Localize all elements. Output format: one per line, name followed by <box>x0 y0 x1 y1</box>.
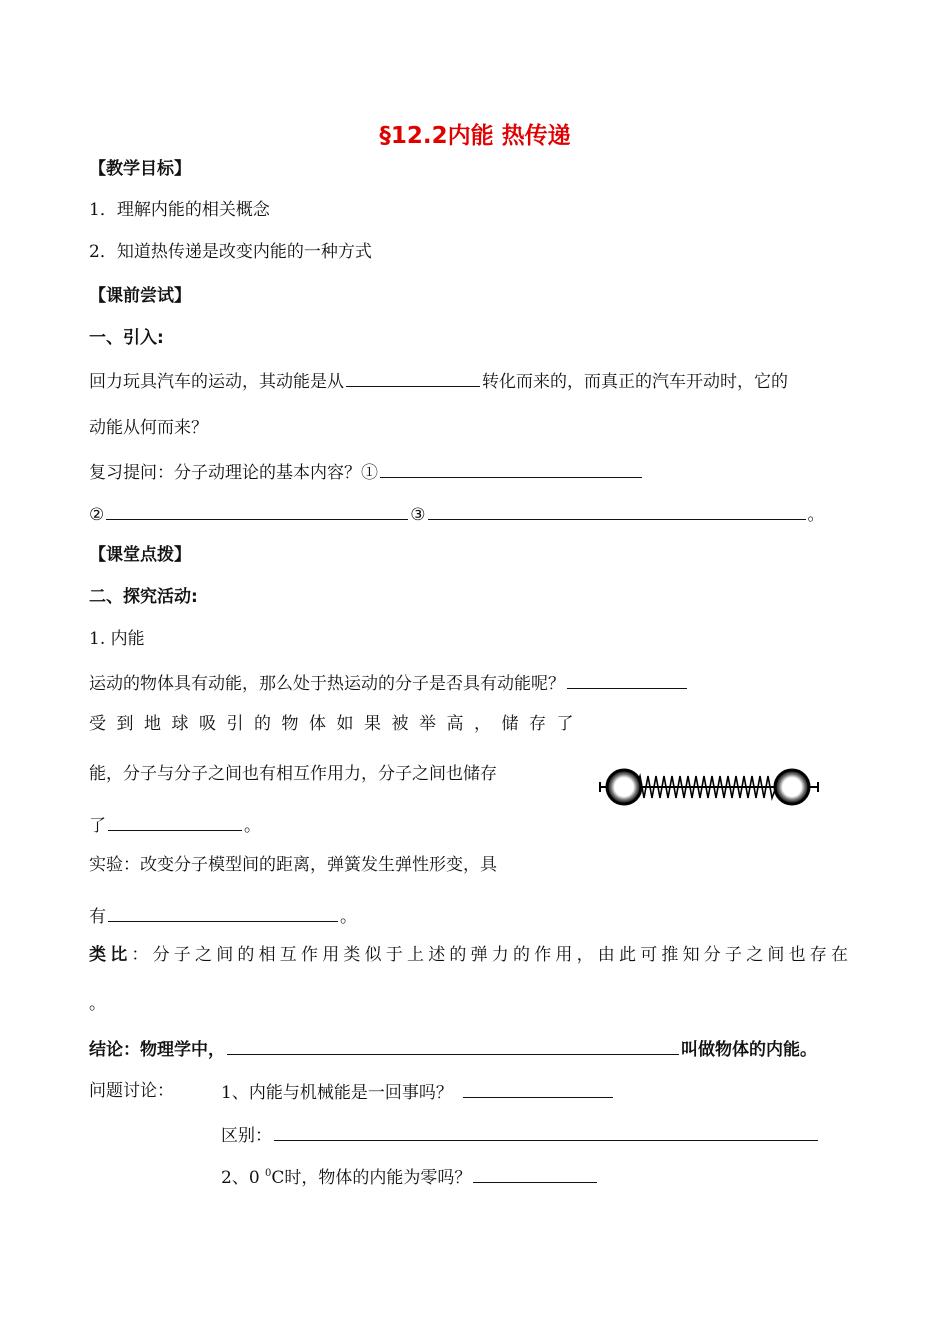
intro-question-line2: 动能从何而来？ <box>89 418 208 438</box>
molecule-ball-right <box>775 770 809 804</box>
page-title: §12.2内能 热传递 <box>379 123 571 149</box>
answer-blank-theory-1[interactable] <box>380 459 642 478</box>
analogy-text: ：分子之间的相互作用类似于上述的弹力的作用，由此可推知分子之间也存在 <box>131 945 853 965</box>
kinetic-question <box>89 670 689 696</box>
q2-degree-sup: 0 <box>265 1168 272 1179</box>
discussion-label: 问题讨论： <box>89 1081 174 1101</box>
section-pre-class: 【课前尝试】 <box>89 286 191 306</box>
answer-blank-energy-source[interactable] <box>346 368 480 387</box>
mark-circled-2: ② <box>89 505 105 525</box>
section-objectives: 【教学目标】 <box>89 159 191 179</box>
review-question <box>89 459 644 485</box>
molecule-spring-model-figure <box>598 764 820 810</box>
potential-line-3 <box>89 812 261 838</box>
analogy-end: 。 <box>89 994 106 1014</box>
discussion-q1-text: 1、内能与机械能是一回事吗？ <box>221 1083 453 1103</box>
potential-line-2: 能，分子与分子之间也有相互作用力，分子之间也储存 <box>89 764 497 784</box>
explore-heading: 二、探究活动: <box>89 587 198 607</box>
answer-blank-conclusion[interactable] <box>227 1036 679 1055</box>
molecule-ball-left <box>607 770 641 804</box>
q2-suffix: C时，物体的内能为零吗？ <box>271 1168 472 1188</box>
experiment-line-1: 实验：改变分子模型间的距离，弹簧发生弹性形变，具 <box>89 855 497 875</box>
review-prefix: 复习提问：分子动理论的基本内容？① <box>89 463 378 483</box>
answer-blank-difference[interactable] <box>274 1122 818 1141</box>
intro-heading: 一、引入: <box>89 328 164 348</box>
subheading-internal-energy: 1. 内能 <box>89 629 145 649</box>
conclusion-prefix: 结论：物理学中， <box>89 1040 225 1060</box>
q2-prefix: 2、0 <box>221 1168 260 1188</box>
answer-blank-same-thing[interactable] <box>463 1079 613 1098</box>
answer-blank-theory-2[interactable] <box>106 501 408 520</box>
conclusion-suffix: 叫做物体的内能。 <box>681 1040 817 1060</box>
difference-label: 区别： <box>221 1126 272 1146</box>
section-in-class: 【课堂点拨】 <box>89 545 191 565</box>
potential-line-3-suffix: 。 <box>244 816 261 836</box>
end-period: 。 <box>807 505 825 525</box>
answer-blank-theory-3[interactable] <box>428 501 806 520</box>
intro-q1-text-a: 回力玩具汽车的运动，其动能是从 <box>89 372 344 392</box>
answer-blank-potential[interactable] <box>108 812 242 831</box>
experiment-line-2 <box>89 903 357 929</box>
potential-line-1: 受到地球吸引的物体如果被举高，储存了 <box>89 714 584 734</box>
potential-line-3-prefix: 了 <box>89 816 106 836</box>
objective-2: 2．知道热传递是改变内能的一种方式 <box>89 242 372 262</box>
experiment-suffix: 。 <box>340 907 357 927</box>
kinetic-question-text: 运动的物体具有动能，那么处于热运动的分子是否具有动能呢？ <box>89 674 565 694</box>
analogy-line <box>89 943 852 967</box>
review-answers-line <box>89 501 825 527</box>
conclusion-line <box>89 1036 817 1062</box>
objective-1: 1．理解内能的相关概念 <box>89 200 270 220</box>
discussion-difference <box>221 1122 820 1148</box>
intro-question-line1 <box>89 368 788 394</box>
analogy-label: 类比 <box>89 945 132 965</box>
answer-blank-zero-energy[interactable] <box>473 1164 597 1183</box>
answer-blank-kinetic[interactable] <box>567 670 687 689</box>
discussion-q1 <box>221 1079 615 1105</box>
answer-blank-elastic[interactable] <box>108 903 338 922</box>
intro-q1-text-b: 转化而来的，而真正的汽车开动时，它的 <box>482 372 788 392</box>
discussion-q2 <box>221 1164 599 1190</box>
mark-circled-3: ③ <box>410 505 426 525</box>
experiment-prefix: 有 <box>89 907 106 927</box>
